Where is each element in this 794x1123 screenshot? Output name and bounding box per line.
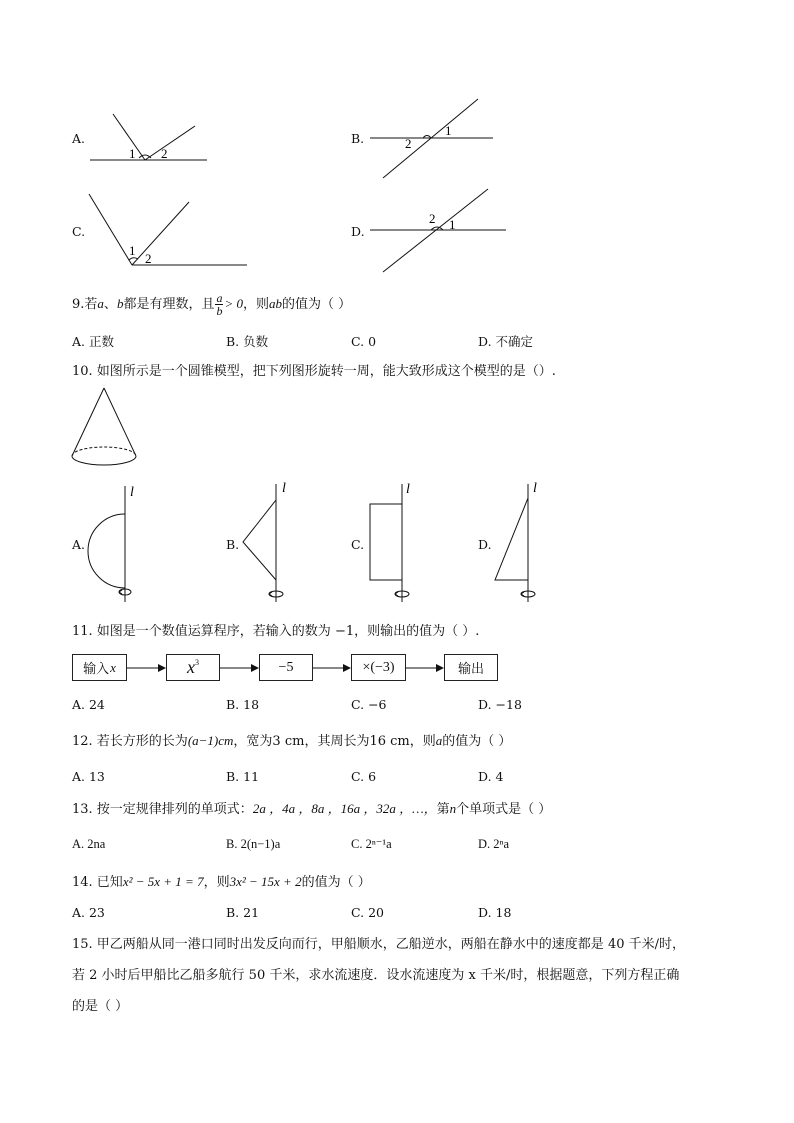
option-d[interactable]: D. 4: [478, 769, 504, 784]
angle-label-2: 2: [429, 211, 436, 226]
flow-output-box: 输出: [444, 654, 498, 681]
angle-label-1: 1: [449, 217, 456, 232]
angle-label-2: 2: [145, 251, 152, 266]
option-a[interactable]: A. 2na: [72, 837, 106, 851]
option-b[interactable]: B. 11: [226, 769, 260, 784]
question-12: 12. 若长方形的长为(a−1)cm，宽为3 cm，其周长为16 cm，则a的值为（ ）: [72, 733, 512, 749]
option-b[interactable]: B. 负数: [226, 334, 269, 349]
question-11: 11. 如图是一个数值运算程序，若输入的数为 −1，则输出的值为（ ）.: [72, 624, 480, 639]
option-b[interactable]: B. 2(n−1)a: [226, 837, 281, 851]
option-letter: D.: [351, 224, 365, 239]
axis-label: l: [406, 482, 410, 497]
option-letter: B.: [351, 131, 365, 146]
option-c[interactable]: C. −6: [351, 697, 387, 712]
option-a-letter: A.: [72, 537, 86, 552]
flow-cube-box: x $^3$: [166, 654, 220, 681]
option-a[interactable]: A. 23: [72, 905, 105, 920]
option-a[interactable]: A. 正数: [72, 334, 114, 349]
angle-label-2: 2: [405, 136, 412, 151]
option-c[interactable]: C. 20: [351, 905, 384, 920]
angle-figure-c: [85, 190, 250, 270]
option-c[interactable]: C. 6: [351, 769, 377, 784]
option-b[interactable]: B. 21: [226, 905, 260, 920]
option-letter: C.: [72, 224, 86, 239]
fraction: $\frac{a}{b}$: [216, 291, 223, 318]
axis-label: l: [282, 481, 286, 496]
question-10: 10. 如图所示是一个圆锥模型，把下列图形旋转一周，能大致形成这个模型的是（）.: [72, 364, 556, 379]
flow-minus5-box: −5: [259, 654, 313, 681]
rotation-figure-a: [85, 478, 140, 606]
question-13: 13. 按一定规律排列的单项式：2a ，4a ，8a ，16a ，32a ，…，第n个单项式是（ ）: [72, 801, 552, 817]
axis-label: l: [130, 485, 134, 500]
option-d[interactable]: D. 2ⁿa: [478, 837, 510, 851]
angle-figure-d: [365, 186, 513, 276]
option-c-letter: C.: [351, 537, 365, 552]
rotation-figure-d: [490, 476, 550, 606]
flow-input-box: 输入 x: [72, 654, 127, 681]
flow-times-box: ×(−3): [351, 654, 406, 681]
question-14: 14. 已知x² − 5x + 1 = 7，则3x² − 15x + 2的值为（ ）: [72, 874, 371, 890]
question-15-line-3: 的是（ ）: [72, 999, 129, 1014]
option-a[interactable]: A. 24: [72, 697, 105, 712]
angle-label-1: 1: [129, 146, 136, 161]
rotation-figure-c: [365, 476, 425, 606]
angle-label-1: 1: [129, 243, 136, 258]
question-15-line-1: 15. 甲乙两船从同一港口同时出发反向而行，甲船顺水，乙船逆水，两船在静水中的速度都是 40 千米/时，: [72, 937, 685, 952]
axis-label: l: [533, 481, 537, 496]
question-9: 9.若a、b都是有理数，且 $\frac{a}{b}$ > 0，则ab的值为（ ）: [72, 291, 352, 318]
option-d-letter: D.: [478, 537, 492, 552]
question-number: 9.: [72, 297, 85, 312]
rotation-figure-b: [238, 476, 298, 606]
angle-figure-a: [85, 110, 215, 166]
option-d[interactable]: D. 18: [478, 905, 512, 920]
flow-arrows: [127, 660, 447, 676]
option-c[interactable]: C. 2ⁿ⁻¹a: [351, 837, 392, 851]
cone-model: [68, 384, 140, 470]
option-c[interactable]: C. 0: [351, 334, 377, 349]
question-15-line-2: 若 2 小时后甲船比乙船多航行 50 千米，求水流速度．设水流速度为 x 千米/时，根据题意，下列方程正确: [72, 968, 680, 983]
angle-figure-b: [365, 96, 500, 180]
option-d[interactable]: D. 不确定: [478, 334, 534, 349]
option-letter: A.: [72, 131, 86, 146]
angle-label-2: 2: [161, 146, 168, 161]
angle-label-1: 1: [445, 123, 452, 138]
option-b-letter: B.: [226, 537, 240, 552]
option-d[interactable]: D. −18: [478, 697, 522, 712]
option-b[interactable]: B. 18: [226, 697, 260, 712]
option-a[interactable]: A. 13: [72, 769, 105, 784]
